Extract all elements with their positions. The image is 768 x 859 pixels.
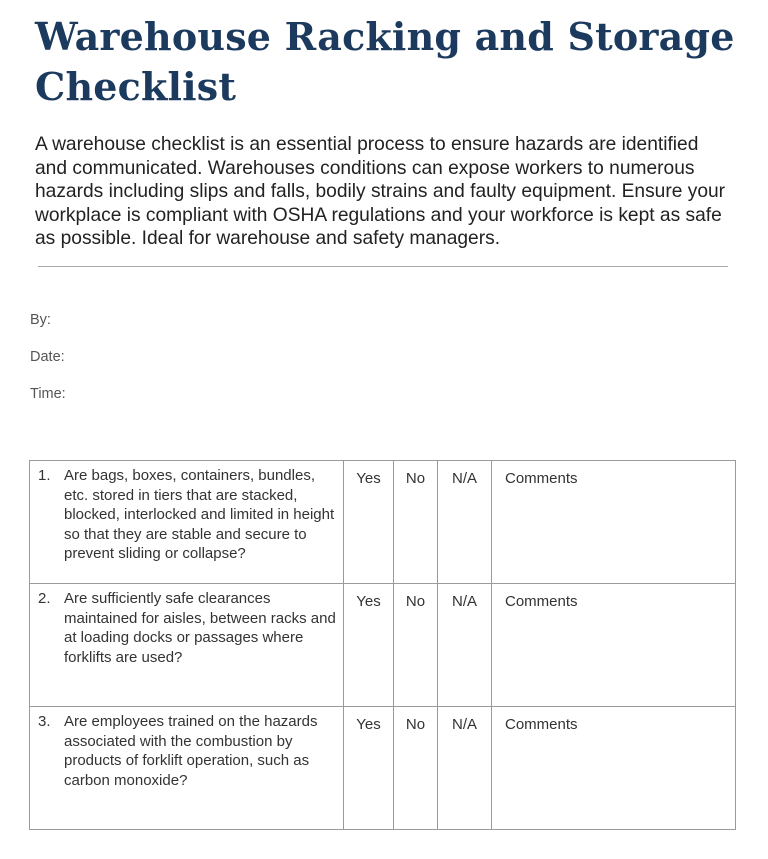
comments-field[interactable]: Comments [492,584,736,707]
checklist-row-2 [30,584,736,707]
question-text: Are bags, boxes, containers, bundles, etc. stored in tiers that are stacked, blocked, interlocked and limited in height so that they are stable and secure to prevent sliding or collapse? [64,467,335,562]
divider [38,266,728,267]
question-text: Are employees trained on the hazards associated with the combustion by products of forklift operation, such as carbon monoxide? [64,713,318,789]
na-option[interactable]: N/A [438,461,492,584]
comments-field[interactable]: Comments [492,707,736,830]
na-option[interactable]: N/A [438,584,492,707]
yes-option[interactable]: Yes [344,707,394,830]
question-number: 1. [38,467,51,484]
question-number: 2. [38,590,51,607]
question-cell [30,707,344,830]
page-title: Warehouse Racking and Storage Checklist [35,14,735,109]
comments-field[interactable]: Comments [492,461,736,584]
by-label: By: [30,312,51,328]
date-label: Date: [30,349,65,365]
na-option[interactable]: N/A [438,707,492,830]
no-option[interactable]: No [394,584,438,707]
question-number: 3. [38,713,51,730]
checklist-table [29,460,736,830]
intro-paragraph: A warehouse checklist is an essential process to ensure hazards are identified and communicated. Warehouses conditions can expose workers to numerous hazards including slips and falls, bodily strains and faulty equipment. Ensure your workplace is compliant with OSHA regulations and your workforce is kept as safe as possible. Ideal for warehouse and safety managers. [35,134,726,249]
yes-option[interactable]: Yes [344,584,394,707]
question-text: Are sufficiently safe clearances maintained for aisles, between racks and at loading docks or passages where forklifts are used? [64,590,336,666]
question-cell [30,461,344,584]
question-cell [30,584,344,707]
no-option[interactable]: No [394,707,438,830]
checklist-row-1 [30,461,736,584]
time-label: Time: [30,386,66,402]
yes-option[interactable]: Yes [344,461,394,584]
no-option[interactable]: No [394,461,438,584]
checklist-row-3 [30,707,736,830]
